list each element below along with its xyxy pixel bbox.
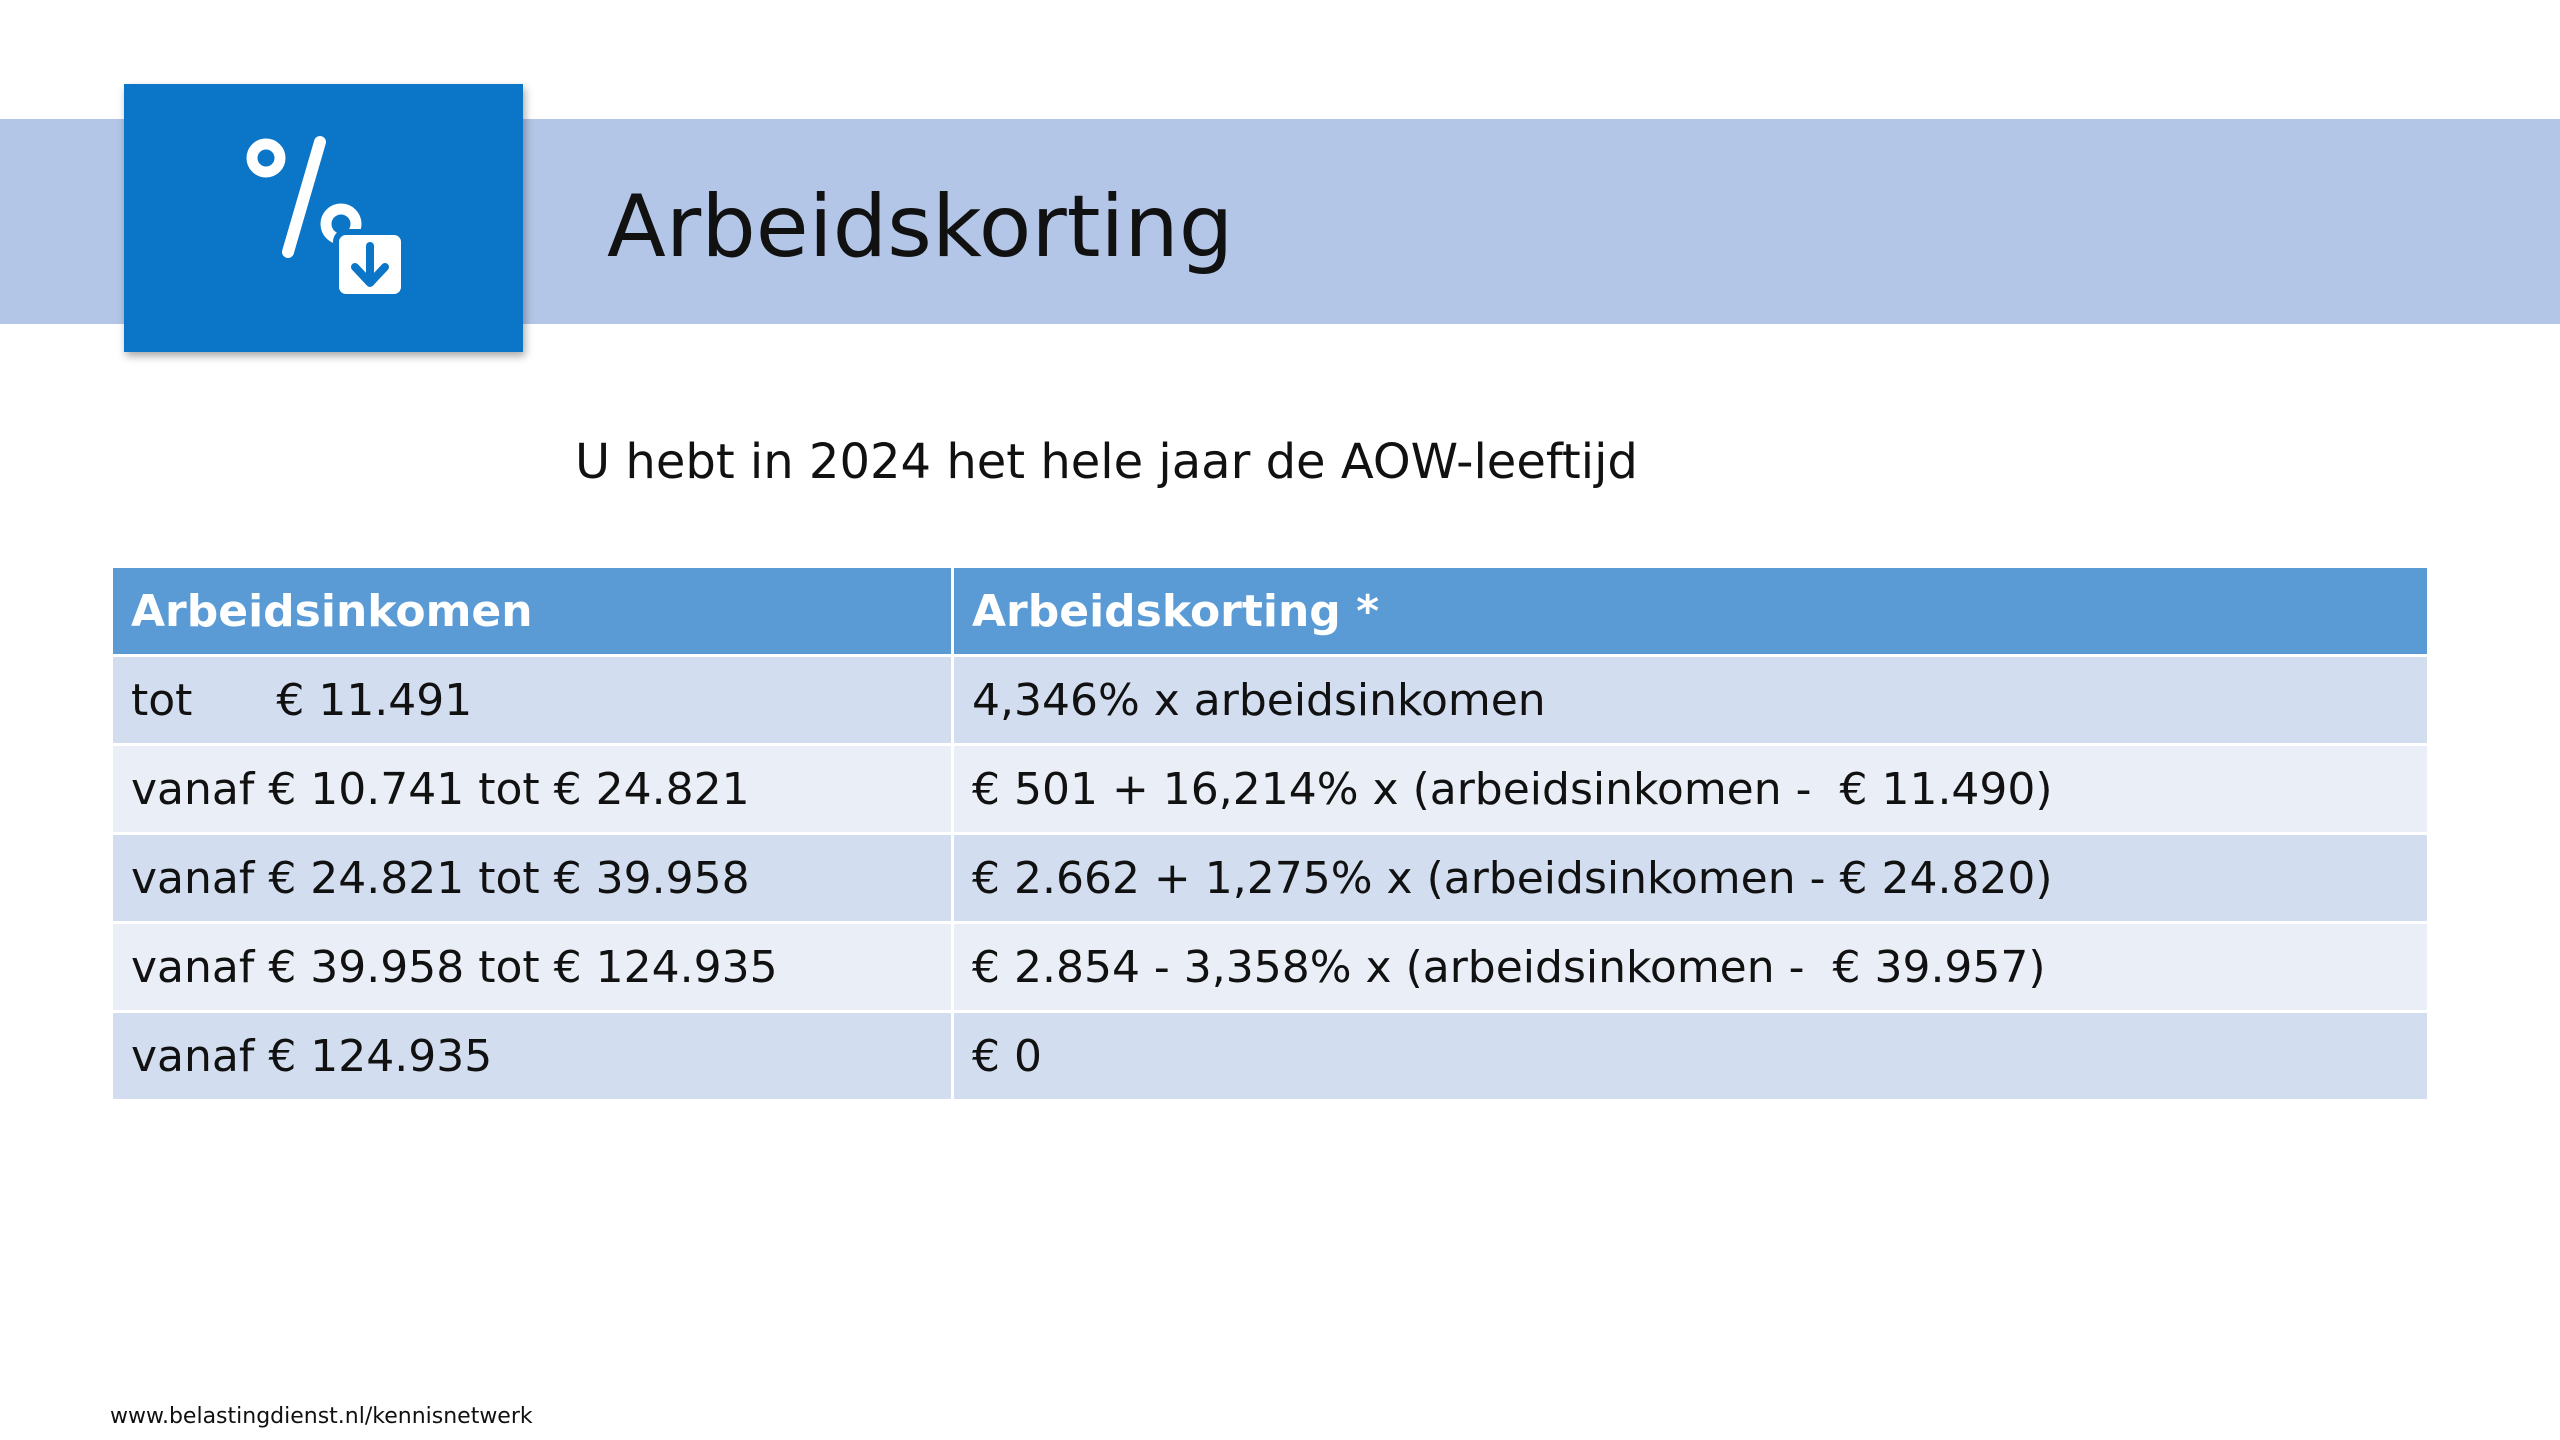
logo <box>124 84 523 352</box>
income-cell: vanaf € 39.958 tot € 124.935 <box>113 924 954 1010</box>
table-row <box>113 654 2427 743</box>
header-arbeidsinkomen: Arbeidsinkomen <box>113 568 954 654</box>
slide-title: Arbeidskorting <box>607 177 1234 277</box>
footer-url: www.belastingdienst.nl/kennisnetwerk <box>110 1404 533 1429</box>
table-header-row <box>113 568 2427 654</box>
credit-cell: 4,346% x arbeidsinkomen <box>972 674 1546 726</box>
table-row <box>113 921 2427 1010</box>
header-arbeidskorting: Arbeidskorting * <box>972 585 1380 637</box>
credit-cell: € 2.854 - 3,358% x (arbeidsinkomen - € 39.957) <box>972 941 2046 993</box>
arbeidskorting-table <box>113 568 2427 1099</box>
income-cell: tot € 11.491 <box>113 657 954 743</box>
income-cell: vanaf € 24.821 tot € 39.958 <box>113 835 954 921</box>
credit-cell: € 2.662 + 1,275% x (arbeidsinkomen - € 24.820) <box>972 852 2053 904</box>
slide-subtitle: U hebt in 2024 het hele jaar de AOW-leeftijd <box>575 434 1638 490</box>
table-row <box>113 743 2427 832</box>
credit-cell: € 0 <box>972 1030 1042 1082</box>
income-cell: vanaf € 124.935 <box>113 1013 954 1099</box>
table-row <box>113 832 2427 921</box>
percent-down-arrow-icon <box>124 84 523 352</box>
credit-cell: € 501 + 16,214% x (arbeidsinkomen - € 11.490) <box>972 763 2053 815</box>
table-row <box>113 1010 2427 1099</box>
income-cell: vanaf € 10.741 tot € 24.821 <box>113 746 954 832</box>
